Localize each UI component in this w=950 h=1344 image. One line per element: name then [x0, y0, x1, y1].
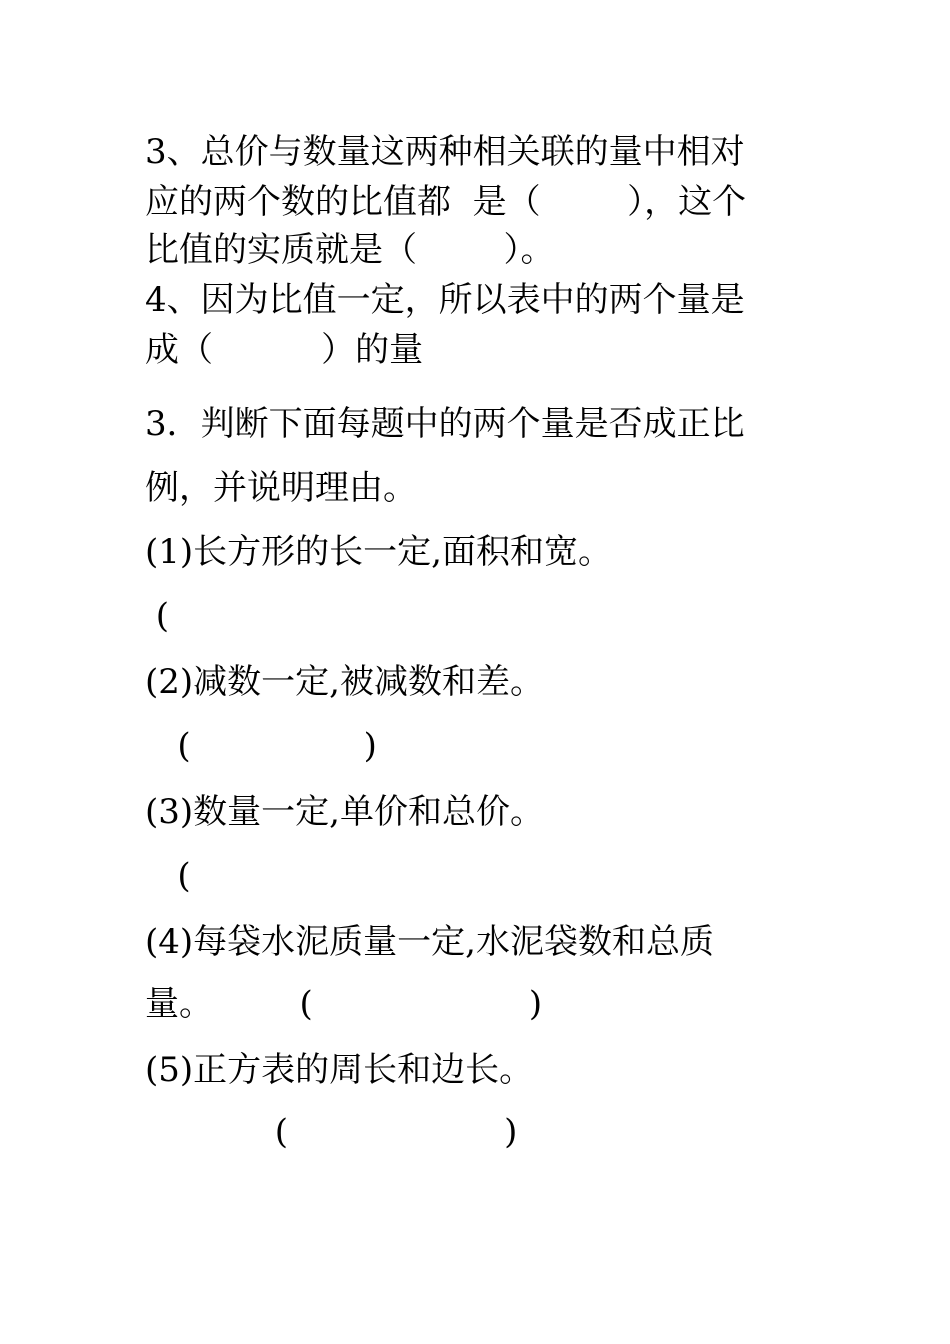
item-5-answer: ( ): [145, 1112, 518, 1152]
item-4-answer: 量。 ( ): [145, 984, 543, 1024]
section-3-title-line-1: 3．判断下面每题中的两个量是否成正比: [145, 404, 745, 444]
item-2-answer: ( ): [145, 726, 377, 766]
question-3-line-3: 比值的实质就是（ ）。: [145, 230, 555, 270]
section-3-title-line-2: 例，并说明理由。: [145, 468, 417, 508]
item-3-answer: (: [145, 856, 191, 896]
item-5-text: (5)正方表的周长和边长。: [145, 1050, 534, 1090]
question-3-line-2: 应的两个数的比值都 是（ ），这个: [145, 182, 747, 222]
item-1-text: (1)长方形的长一定,面积和宽。: [145, 532, 612, 572]
item-3-text: (3)数量一定,单价和总价。: [145, 792, 544, 832]
question-4-line-1: 4、因为比值一定，所以表中的两个量是: [145, 280, 745, 320]
item-4-text: (4)每袋水泥质量一定,水泥袋数和总质: [145, 922, 714, 962]
question-4-line-2: 成（ ）的量: [145, 330, 424, 370]
item-2-text: (2)减数一定,被减数和差。: [145, 662, 544, 702]
item-1-answer: (: [145, 596, 170, 636]
question-3-line-1: 3、总价与数量这两种相关联的量中相对: [145, 132, 745, 172]
